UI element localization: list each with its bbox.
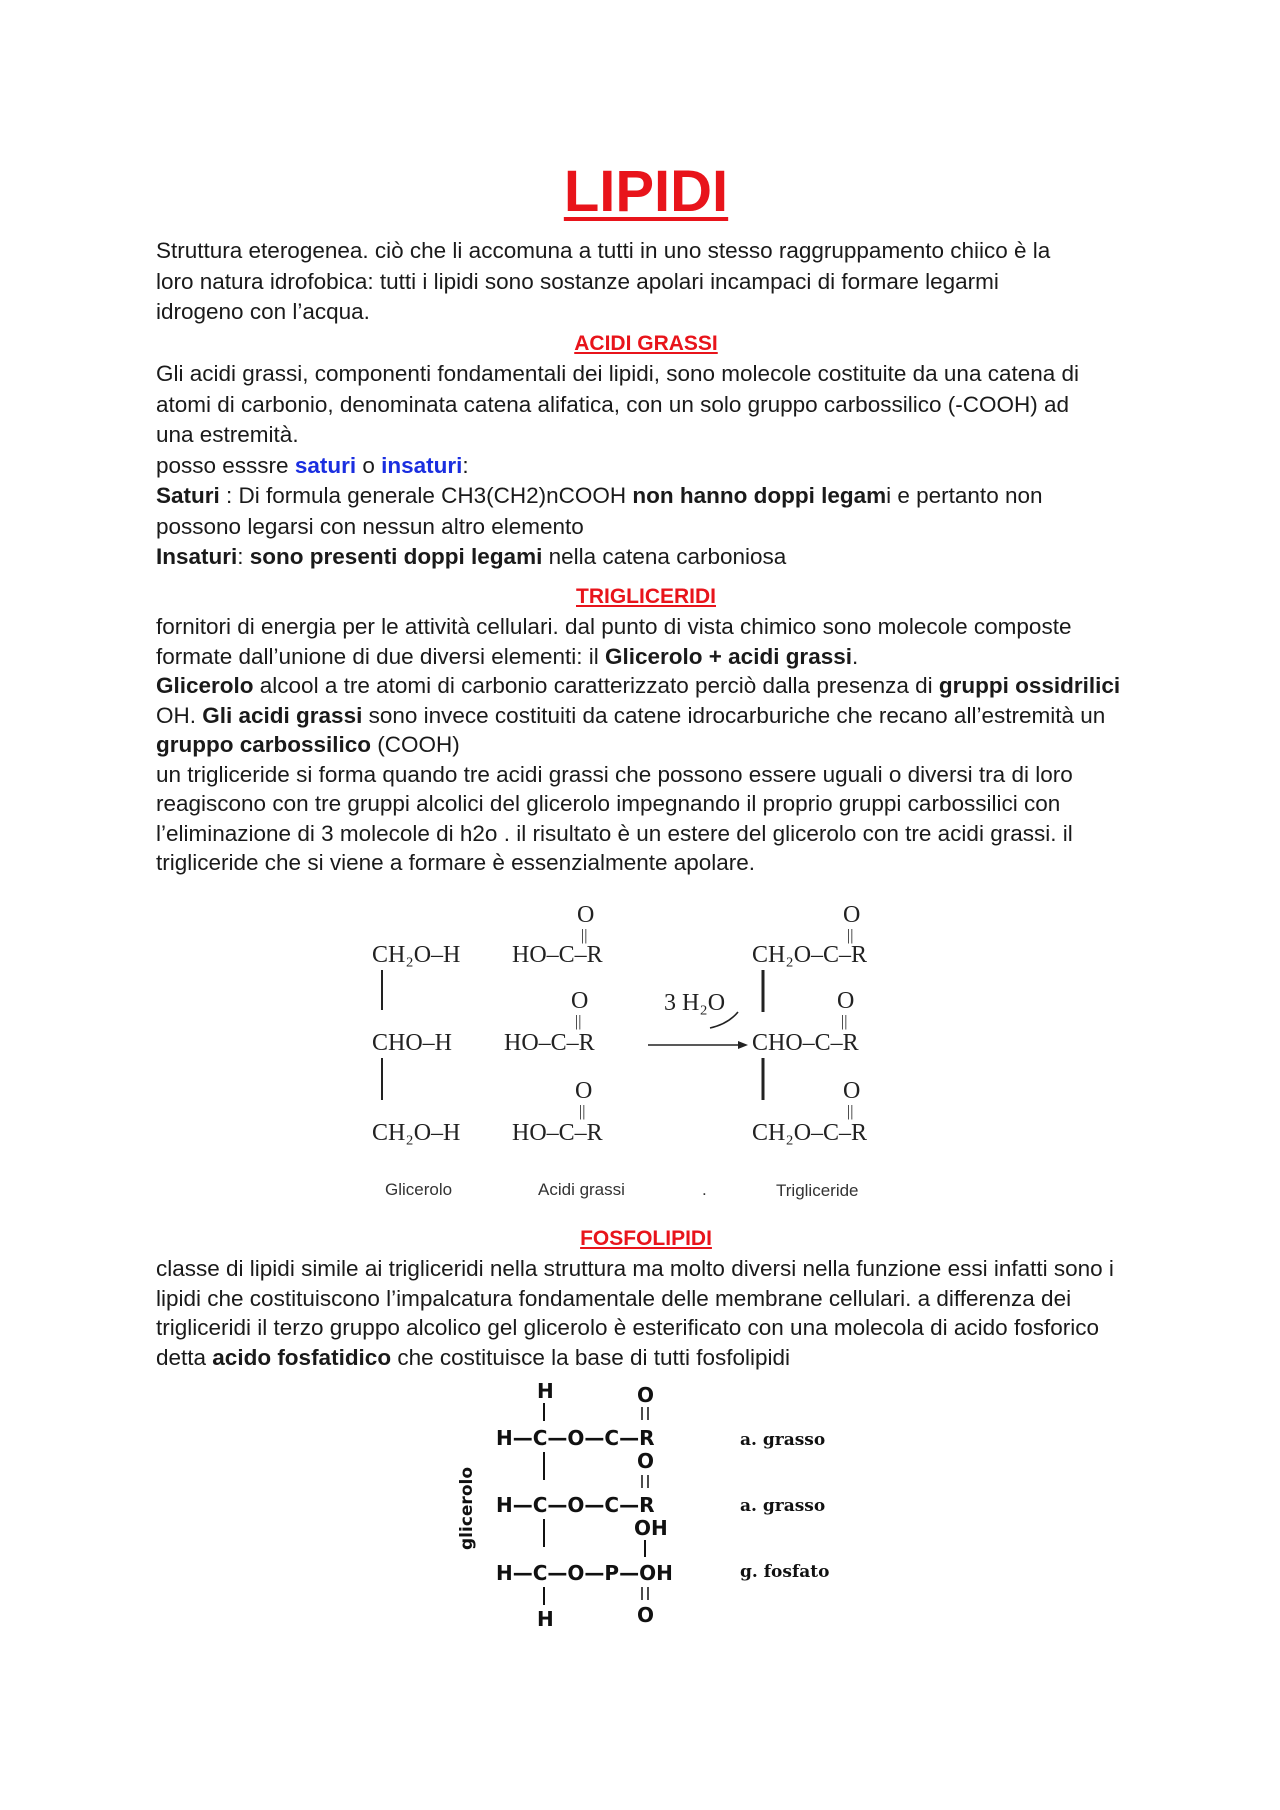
trigliceridi-line: fornitori di energia per le attività cellulari. dal punto di vista chimico sono molecole composte <box>156 614 1072 639</box>
acid-oxygen-1: O <box>577 902 595 928</box>
section-heading-acidi-grassi: ACIDI GRASSI <box>574 332 718 355</box>
label-acidi-grassi: Acidi grassi <box>538 1180 625 1199</box>
trigliceridi-line: formate dall’unione di due diversi elementi: il Glicerolo + acidi grassi. <box>156 643 859 669</box>
trigliceridi-line: l’eliminazione di 3 molecole di h2o . il risultato è un estere del glicerolo con tre acidi grassi. il <box>156 820 1073 846</box>
glicerolo-row-1: CH₂O–H <box>372 942 461 968</box>
tri-oxygen-3: O <box>843 1078 861 1104</box>
trigliceridi-section <box>156 582 1136 878</box>
acidi-section <box>156 329 1136 573</box>
svg-text:||: || <box>847 1103 854 1120</box>
intro-paragraph <box>156 236 1136 328</box>
glicerolo-row-2: CHO–H <box>372 1030 453 1056</box>
acid-oxygen-3: O <box>575 1078 593 1104</box>
svg-text:||: || <box>575 1013 582 1030</box>
svg-text:||: || <box>847 927 854 944</box>
page-title: LIPIDI <box>563 159 729 224</box>
water-label: 3 H₂O <box>664 990 726 1016</box>
fosfolipidi-line: classe di lipidi simile ai trigliceridi nella struttura ma molto diversi nella funzione essi infatti sono i <box>156 1256 1114 1281</box>
section-heading-fosfolipidi: FOSFOLIPIDI <box>580 1227 712 1250</box>
trigliceridi-line: gruppo carbossilico (COOH) <box>156 732 460 757</box>
trigliceridi-line: reagiscono con tre gruppi alcolici del glicerolo impegnando il proprio gruppi carbossilici con <box>156 791 1061 816</box>
phospho-o-bottom: O <box>637 1603 655 1627</box>
label-a-grasso-1: a. grasso <box>740 1430 826 1450</box>
saturi-word: saturi <box>294 452 357 478</box>
svg-text:O: O <box>637 1449 655 1473</box>
tri-row-2: CHO–C–R <box>752 1030 859 1056</box>
phospho-o-top: O <box>637 1383 655 1407</box>
trigliceridi-line: OH. Gli acidi grassi sono invece costituiti da catene idrocarburiche che recano all’estremità un <box>156 702 1106 728</box>
acid-row-3: HO–C–R <box>512 1120 603 1146</box>
label-g-fosfato: g. fosfato <box>740 1562 830 1582</box>
saturi-definition-cont: possono legarsi con nessun altro elemento <box>156 513 584 539</box>
phospho-row-1: H—C—O—C—R <box>496 1426 655 1450</box>
insaturi-definition: Insaturi: sono presenti doppi legami nella catena carboniosa <box>156 544 787 569</box>
phospho-top-h: H <box>537 1379 554 1403</box>
label-a-grasso-2: a. grasso <box>740 1496 826 1516</box>
svg-text:||: || <box>581 927 588 944</box>
acid-row-2: HO–C–R <box>504 1030 595 1056</box>
section-heading-trigliceridi: TRIGLICERIDI <box>576 585 716 608</box>
fosfolipidi-line: detta acido fosfatidico che costituisce la base di tutti fosfolipidi <box>156 1344 791 1370</box>
tri-oxygen-1: O <box>843 902 861 928</box>
fosfolipidi-section <box>156 1224 1136 1372</box>
insaturi-word: insaturi <box>381 452 463 478</box>
fosfolipidi-line: trigliceridi il terzo gruppo alcolico gel glicerolo è esterificato con una molecola di acido fosforico <box>156 1315 1099 1340</box>
glicerolo-side-label: glicerolo <box>457 1467 477 1550</box>
saturi-insaturi-line: posso esssre saturi o insaturi: <box>156 452 469 478</box>
trigliceridi-line: trigliceride che si viene a formare è essenzialmente apolare. <box>156 850 756 875</box>
tri-row-1: CH₂O–C–R <box>752 942 868 968</box>
phospho-row-2: H—C—O—C—R <box>496 1493 655 1517</box>
fosfolipidi-line: lipidi che costituiscono l’impalcatura fondamentale delle membrane cellulari. a differenza dei <box>156 1285 1072 1311</box>
intro-line: Struttura eterogenea. ciò che li accomuna a tutti in uno stesso raggruppamento chiico è la <box>156 238 1051 263</box>
phospho-bottom-h: H <box>537 1607 554 1631</box>
label-glicerolo: Glicerolo <box>385 1180 453 1199</box>
glicerolo-row-3: CH₂O–H <box>372 1120 461 1146</box>
intro-line: idrogeno con l’acqua. <box>156 299 370 324</box>
acidi-line: atomi di carbonio, denominata catena alifatica, con un solo gruppo carbossilico (-COOH) ad <box>156 391 1069 417</box>
tri-row-3: CH₂O–C–R <box>752 1120 868 1146</box>
intro-line: loro natura idrofobica: tutti i lipidi sono sostanze apolari incampaci di formare legarmi <box>156 268 999 294</box>
label-trigliceride: Trigliceride <box>776 1181 859 1200</box>
acidi-line: una estremità. <box>156 422 299 447</box>
svg-text:.: . <box>702 1180 707 1199</box>
phospho-row-3: H—C—O—P—OH <box>496 1561 673 1585</box>
acid-row-1: HO–C–R <box>512 942 603 968</box>
trigliceridi-line: Glicerolo alcool a tre atomi di carbonio caratterizzato perciò dalla presenza di gruppi ossidrilici <box>156 673 1121 698</box>
acid-oxygen-2: O <box>571 988 589 1014</box>
saturi-definition: Saturi : Di formula generale CH3(CH2)nCOOH non hanno doppi legami e pertanto non <box>156 483 1043 508</box>
svg-text:OH: OH <box>634 1516 668 1540</box>
acidi-line: Gli acidi grassi, componenti fondamentali dei lipidi, sono molecole costituite da una catena di <box>156 361 1080 386</box>
svg-text:||: || <box>579 1103 586 1120</box>
tri-oxygen-2: O <box>837 988 855 1014</box>
trigliceridi-line: un trigliceride si forma quando tre acidi grassi che possono essere uguali o diversi tra di loro <box>156 761 1073 787</box>
svg-text:||: || <box>841 1013 848 1030</box>
